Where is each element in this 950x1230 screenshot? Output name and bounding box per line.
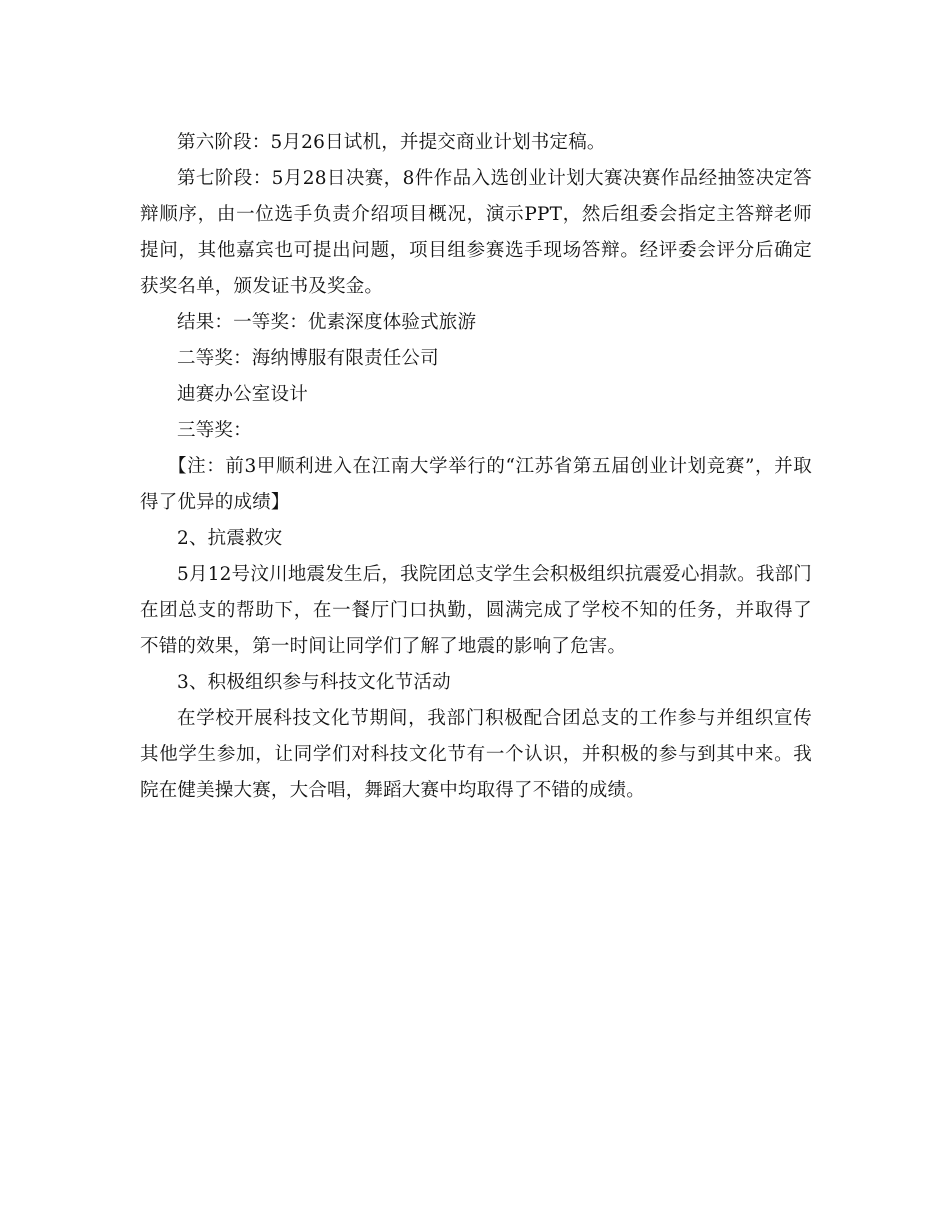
paragraph-disai-design: 迪赛办公室设计 (177, 384, 308, 405)
document-body (140, 125, 812, 809)
paragraph-earthquake-donation: 5月12号汶川地震发生后，我院团总支学生会积极组织抗震爱心捐款。我部门在团总支的帮助下，在一餐厅门口执勤，圆满完成了学校不知的任务，并取得了不错的效果，第一时间让同学们了解了地震的影响了危害。 (140, 564, 812, 657)
paragraph-stage-six: 第六阶段：5月26日试机，并提交商业计划书定稿。 (177, 132, 606, 153)
heading-earthquake-relief: 2、抗震救灾 (177, 528, 283, 549)
paragraph-stage-seven: 第七阶段：5月28日决赛，8件作品入选创业计划大赛决赛作品经抽签决定答辩顺序，由一位选手负责介绍项目概况，演示PPT，然后组委会指定主答辩老师提问，其他嘉宾也可提出问题，项目组参赛选手现场答辩。经评委会评分后确定获奖名单，颁发证书及奖金。 (140, 168, 812, 297)
paragraph-note: 【注：前3甲顺利进入在江南大学举行的“江苏省第五届创业计划竞赛”，并取得了优异的成绩】 (140, 456, 812, 513)
paragraph-result-first-prize: 结果：一等奖：优素深度体验式旅游 (177, 312, 477, 333)
paragraph-third-prize: 三等奖： (177, 420, 252, 441)
heading-tech-culture-festival: 3、积极组织参与科技文化节活动 (177, 672, 451, 693)
paragraph-tech-culture-festival: 在学校开展科技文化节期间，我部门积极配合团总支的工作参与并组织宣传其他学生参加，让同学们对科技文化节有一个认识，并积极的参与到其中来。我院在健美操大赛，大合唱，舞蹈大赛中均取得了不错的成绩。 (140, 708, 812, 801)
paragraph-second-prize: 二等奖：海纳博服有限责任公司 (177, 348, 439, 369)
